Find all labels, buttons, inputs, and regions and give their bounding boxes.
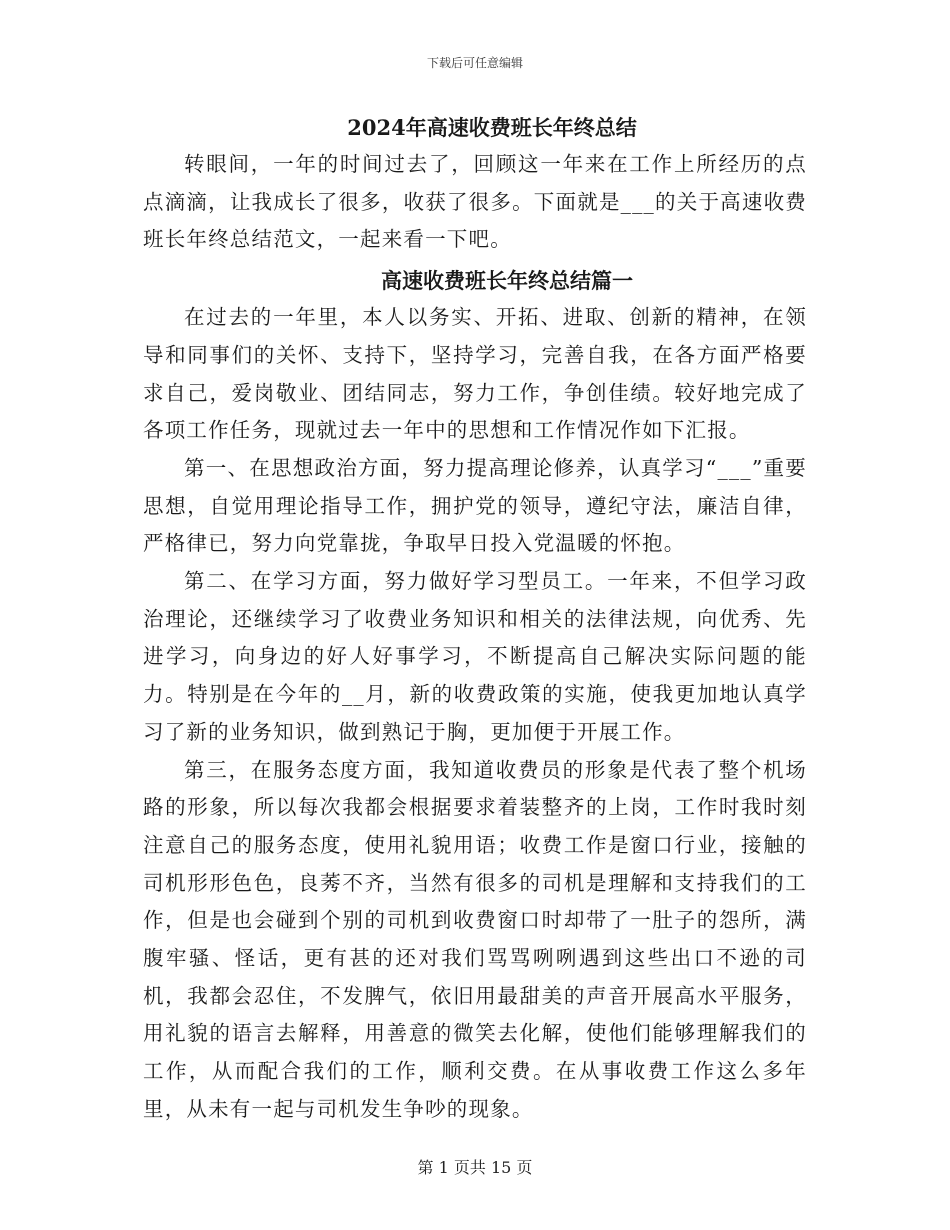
intro-paragraph: 转眼间，一年的时间过去了，回顾这一年来在工作上所经历的点点滴滴，让我成长了很多，收获了很多。下面就是___的关于高速收费班长年终总结范文，一起来看一下吧。 <box>143 152 807 252</box>
body-paragraph: 在过去的一年里，本人以务实、开拓、进取、创新的精神，在领导和同事们的关怀、支持下，坚持学习，完善自我，在各方面严格要求自己，爱岗敬业、团结同志，努力工作，争创佳绩。较好地完成了各项工作任务，现就过去一年中的思想和工作情况作如下汇报。 <box>143 305 807 443</box>
header-note: 下载后可任意编辑 <box>426 56 523 70</box>
section-title: 高速收费班长年终总结篇一 <box>381 268 633 294</box>
document-body <box>143 110 807 1129</box>
body-paragraph: 第一、在思想政治方面，努力提高理论修养，认真学习“___”重要思想，自觉用理论指导工作，拥护党的领导，遵纪守法，廉洁自律，严格律已，努力向党靠拢，争取早日投入党温暖的怀抱。 <box>143 455 807 556</box>
body-paragraph: 第三，在服务态度方面，我知道收费员的形象是代表了整个机场路的形象，所以每次我都会根据要求着装整齐的上岗，工作时我时刻注意自己的服务态度，使用礼貌用语；收费工作是窗口行业，接触的司机形形色色，良莠不齐，当然有很多的司机是理解和支持我们的工作，但是也会碰到个别的司机到收费窗口时却带了一肚子的怨所，满腹牢骚、怪话，更有甚的还对我们骂骂咧咧遇到这些出口不逊的司机，我都会忍住，不发脾气，依旧用最甜美的声音开展高水平服务，用礼貌的语言去解释，用善意的微笑去化解，使他们能够理解我们的工作，从而配合我们的工作，顺利交费。在从事收费工作这么多年里，从未有一起与司机发生争吵的现象。 <box>143 757 807 1121</box>
body-paragraph: 第二、在学习方面，努力做好学习型员工。一年来，不但学习政治理论，还继续学习了收费业务知识和相关的法律法规，向优秀、先进学习，向身边的好人好事学习，不断提高自己解决实际问题的能力。特别是在今年的__月，新的收费政策的实施，使我更加地认真学习了新的业务知识，做到熟记于胸，更加便于开展工作。 <box>143 569 807 744</box>
page-number-footer: 第 1 页共 15 页 <box>417 1158 533 1177</box>
document-title: 2024年高速收费班长年终总结 <box>347 115 637 140</box>
